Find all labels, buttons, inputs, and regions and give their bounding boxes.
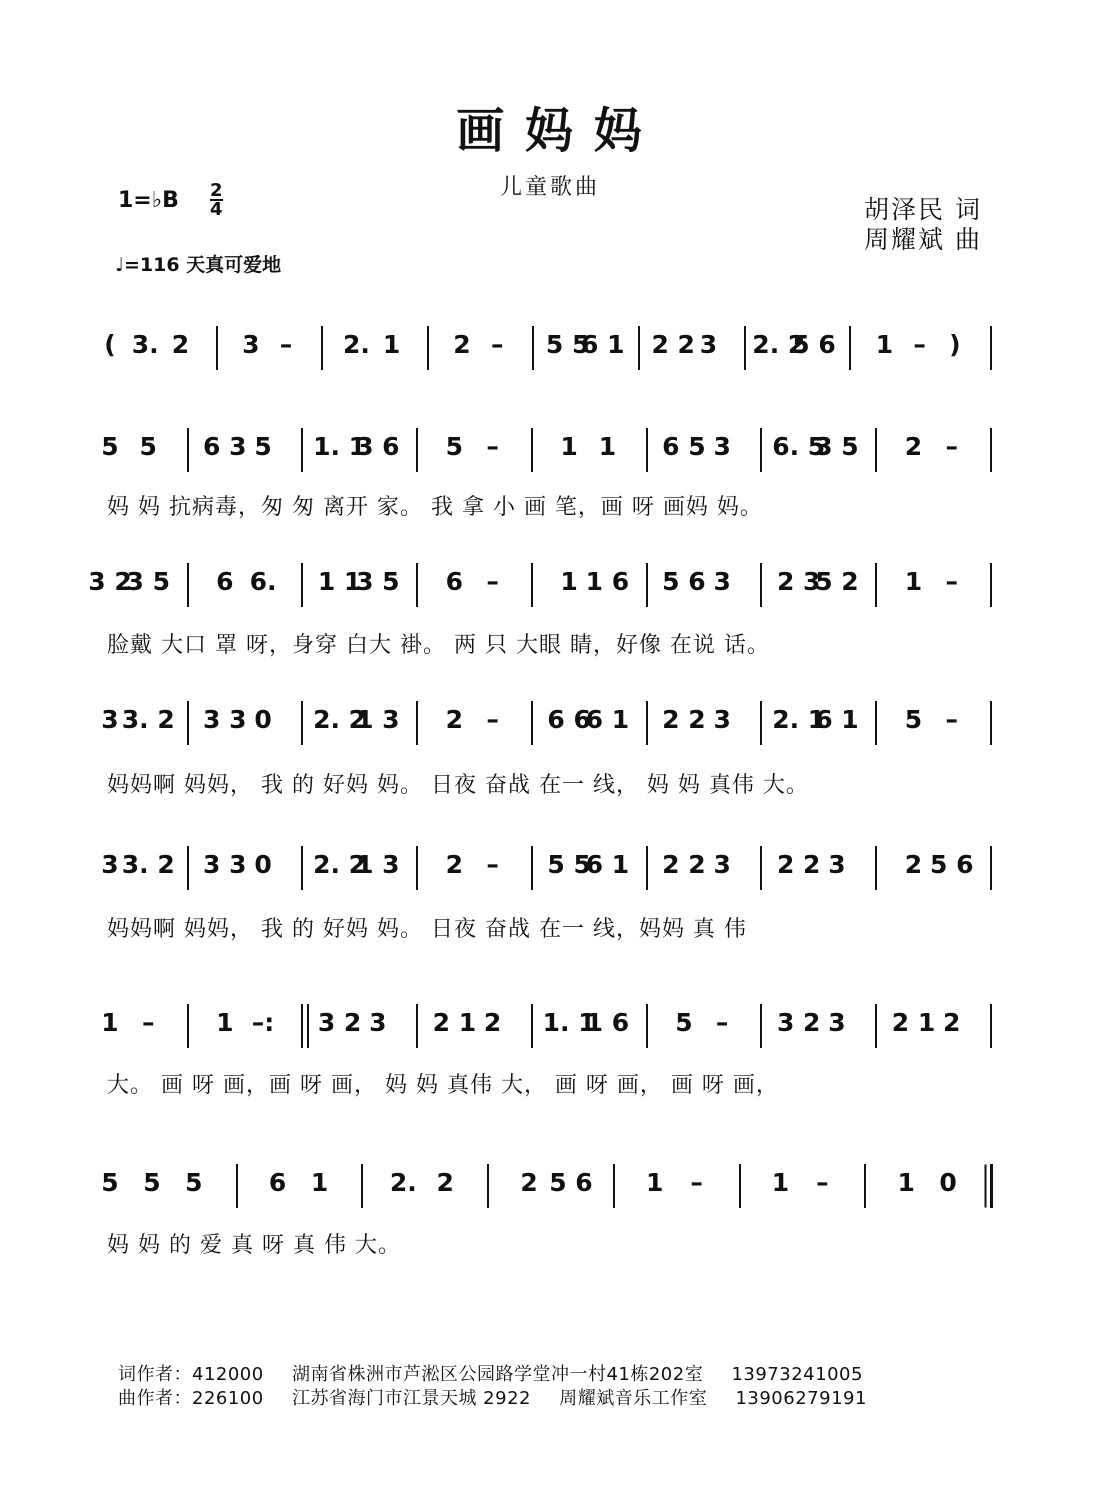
bar-line [760,1004,762,1048]
note: 6 3 [203,432,247,461]
bar-line [187,846,189,890]
note: – [715,1008,729,1037]
note: – [913,330,926,359]
note: 1 [382,330,401,359]
footer-composer-address [118,1384,889,1410]
note: 5 6 [792,330,836,359]
note: 3 6 [356,432,400,461]
note: 2 [943,1008,961,1037]
note: 3 [699,330,718,359]
composer-credit: 周耀斌 曲 [864,225,982,254]
meter-bottom: 4 [210,199,223,220]
note: 6. 5 [772,432,826,461]
notation-line-5 [0,850,1100,890]
bar-line [990,326,992,370]
note: 5 6 [929,850,974,879]
lyric-line-4: 妈妈啊 妈妈， 我 的 好妈 妈。 日夜 奋战 在一 线， 妈 妈 真伟 大。 [107,773,809,798]
notation-line-1 [0,330,1100,370]
notation-line-3 [0,567,1100,607]
footer-composer-phone: 13906279191 [735,1388,867,1409]
notation-line-4 [0,705,1100,745]
note: 1 3 [356,705,400,734]
bar-line [646,563,648,607]
bar-line [760,563,762,607]
note: 3. 2 [121,850,175,879]
note: – [486,567,499,596]
bar-line [760,701,762,745]
lyricist-credit: 胡泽民 词 [864,195,982,224]
footer-composer-studio: 周耀斌音乐工作室 [559,1388,708,1409]
note: 2 [453,330,471,359]
footer-composer-street: 江苏省海门市江景天城 2922 [291,1388,531,1409]
note: 3 2 [317,1008,362,1037]
tempo-marking: ♩=116 天真可爱地 [115,254,282,276]
bar-line [187,563,189,607]
note: 1 [904,567,923,596]
bar-line [187,701,189,745]
note: 2 2 [651,330,695,359]
note: 5 [445,432,464,461]
note: 3 [101,850,119,879]
note: 1 [771,1168,790,1197]
note: 2 [483,1008,502,1037]
note: 2. 2 [313,705,367,734]
note: ( [104,330,116,359]
note: 2. 2 [313,850,367,879]
note: 3 [828,850,846,879]
note: 5 [139,432,157,461]
note: 1 [216,1008,234,1037]
bar-line [875,1004,877,1048]
note: 2. [389,1168,417,1197]
bar-line [990,1004,992,1048]
bar-line [531,846,533,890]
note: 2. [342,330,370,359]
lyric-line-3: 脸戴 大口 罩 呀，身穿 白大 褂。 两 只 大眼 睛，好像 在说 话。 [107,633,770,658]
bar-line [301,563,303,607]
footer-lyricist-zip: 词作者：412000 [118,1364,264,1385]
note: 5 [101,432,119,461]
note: 5 [143,1168,161,1197]
note: 5 5 [547,850,591,879]
note: 2 [171,330,190,359]
note: 2. 2 [752,330,806,359]
note: 5 [904,705,923,734]
note: 1 [897,1168,915,1197]
note: 3 [369,1008,387,1037]
note: 6 [216,567,234,596]
bar-line [990,1164,993,1208]
note: 1 [598,432,617,461]
note: –: [251,1008,275,1037]
bar-line [760,428,762,472]
notation-line-6 [0,1008,1100,1048]
note: 1 [875,330,894,359]
bar-line [187,428,189,472]
bar-line [613,1164,615,1208]
bar-line [301,1004,303,1048]
note: 5 5 [545,330,590,359]
meter-top: 2 [210,180,223,201]
footer-composer-zip: 曲作者：226100 [118,1388,264,1409]
bar-line [531,563,533,607]
bar-line [416,701,418,745]
note: – [945,705,958,734]
bar-line [532,326,534,370]
note: – [690,1168,703,1197]
lyric-line-2: 妈 妈 抗病毒，匆 匆 离开 家。 我 拿 小 画 笔，画 呀 画妈 妈。 [107,495,763,520]
bar-line [416,846,418,890]
bar-line [646,428,648,472]
note: 5 [101,1168,119,1197]
note: 3 [828,1008,846,1037]
note: – [279,330,293,359]
note: 3 2 [88,567,132,596]
note: 2 2 [662,850,706,879]
note: 2 [904,432,923,461]
footer-lyricist-phone: 13973241005 [731,1364,863,1385]
note: 3 [101,705,119,734]
bar-line [646,846,648,890]
subtitle: 儿童歌曲 [499,175,600,200]
bar-line [990,846,992,890]
note: 6 1 [585,850,630,879]
bar-line [744,326,746,370]
note: 1 3 [356,850,400,879]
note: 2 [445,850,464,879]
note: 6 [268,1168,287,1197]
note: 6 1 [815,705,859,734]
bar-line [531,428,533,472]
time-signature [210,182,223,218]
bar-line [416,428,418,472]
note: 1 [646,1168,664,1197]
note: 6 1 [581,330,625,359]
note: – [490,330,504,359]
note: 6. [249,567,277,596]
bar-line [864,1164,866,1208]
note: 1 [560,432,578,461]
note: 1 6 [585,1008,630,1037]
bar-line [646,1004,648,1048]
bar-line [990,701,992,745]
note: 3 3 [203,705,247,734]
note: 3 [713,567,731,596]
bar-line [236,1164,238,1208]
note: 3. 2 [121,705,175,734]
footer-lyricist-address [118,1360,885,1386]
note: 6 5 [662,432,706,461]
note: 2 1 [432,1008,477,1037]
note: 2 2 [662,705,706,734]
bar-line [875,701,877,745]
note: 3 [713,705,731,734]
note: – [486,432,499,461]
note: 5 [254,432,272,461]
bar-line [416,1004,418,1048]
note: 3 [242,330,260,359]
notation-line-7 [0,1168,1100,1208]
bar-line [321,326,323,370]
bar-line [646,701,648,745]
note: 1. 1 [313,432,367,461]
note: – [816,1168,829,1197]
bar-line [361,1164,363,1208]
note: 3. [131,330,159,359]
note: 2 3 [776,567,821,596]
note: 0 [254,850,272,879]
note: 1 [101,1008,119,1037]
lyric-line-5: 妈妈啊 妈妈， 我 的 好妈 妈。 日夜 奋战 在一 线，妈妈 真 伟 [107,917,747,942]
note: 1 [560,567,578,596]
bar-line [875,846,877,890]
note: – [486,850,499,879]
note: 2 [520,1168,538,1197]
bar-line [187,1004,189,1048]
note: 5 2 [815,567,859,596]
note: 3 3 [203,850,247,879]
page-title: 画 妈 妈 [456,103,644,159]
note: 3 5 [356,567,400,596]
note: 2 [904,850,923,879]
note: 5 [675,1008,693,1037]
note: 3 [713,850,731,879]
bar-line [990,428,992,472]
bar-line [301,701,303,745]
note: 1. 1 [542,1008,596,1037]
note: 6 [445,567,464,596]
bar-line [216,326,218,370]
bar-line [487,1164,489,1208]
note: 5 6 [662,567,706,596]
note: 3 [713,432,731,461]
footer-lyricist-street: 湖南省株洲市芦淞区公园路学堂冲一村41栋202室 [291,1364,704,1385]
lyric-line-7: 妈 妈 的 爱 真 呀 真 伟 大。 [107,1233,401,1258]
note: 0 [939,1168,957,1197]
note: 1 6 [585,567,630,596]
note: 2 [445,705,464,734]
bar-line [739,1164,741,1208]
bar-line [416,563,418,607]
bar-line [990,563,992,607]
note: 5 6 [549,1168,593,1197]
bar-line [638,326,640,370]
note: 3 2 [776,1008,821,1037]
bar-line [760,846,762,890]
note: – [142,1008,155,1037]
bar-line [301,428,303,472]
note: – [945,432,958,461]
note: 5 [185,1168,203,1197]
note: 0 [254,705,272,734]
note: 2 1 [891,1008,936,1037]
bar-line [531,701,533,745]
note: 2 2 [776,850,821,879]
lyric-line-6: 大。 画 呀 画，画 呀 画， 妈 妈 真伟 大， 画 呀 画， 画 呀 画， [107,1073,779,1098]
key-signature: 1=♭B [118,188,179,213]
note: – [945,567,958,596]
note: 1 1 [317,567,362,596]
bar-line [875,563,877,607]
bar-line [875,428,877,472]
note: 3 5 [126,567,170,596]
bar-line [427,326,429,370]
bar-line [849,326,851,370]
note: 6 6 [547,705,591,734]
note: – [486,705,499,734]
bar-line [301,846,303,890]
note: 3 5 [815,432,859,461]
note: 2. 1 [772,705,826,734]
note: 2 [436,1168,454,1197]
note: 6 1 [585,705,630,734]
note: ) [949,330,961,359]
notation-line-2 [0,432,1100,472]
bar-line [531,1004,533,1048]
note: 1 [310,1168,329,1197]
